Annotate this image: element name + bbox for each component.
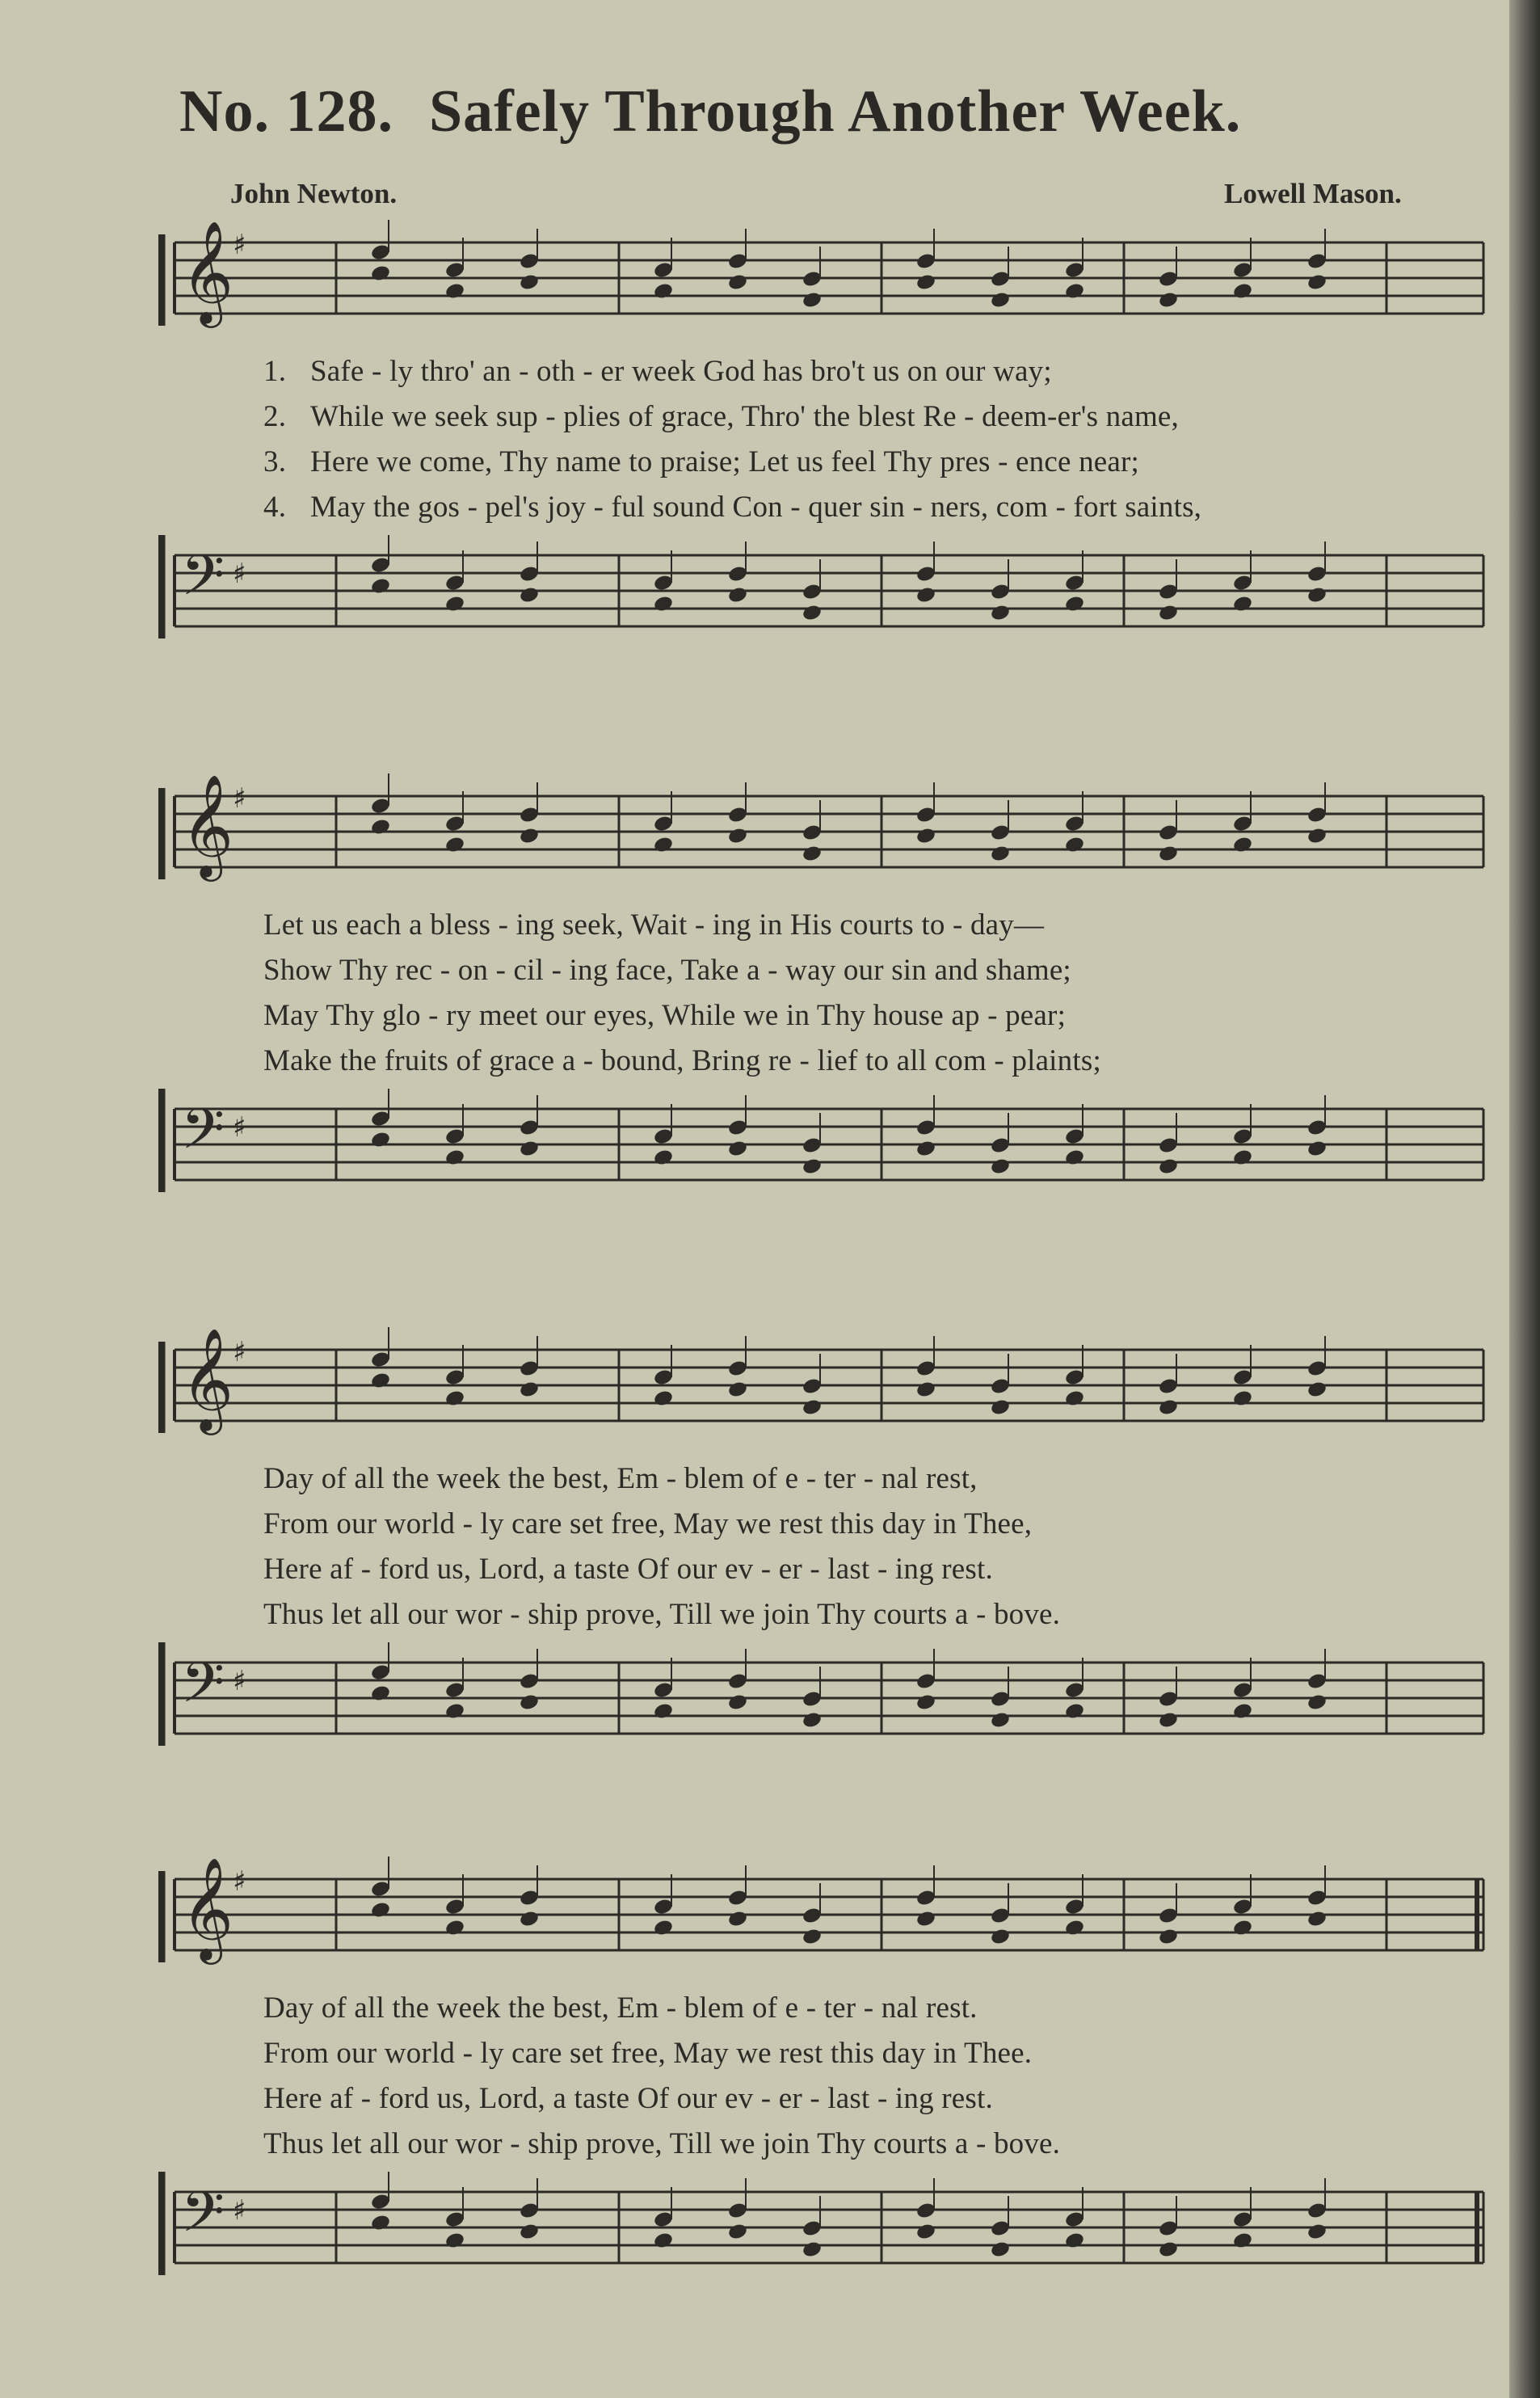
- sharp-icon: ♯: [233, 782, 246, 815]
- treble-staff: [158, 218, 1492, 348]
- lyric-line: Day of all the week the best, Em - blem of e - ter - nal rest.: [263, 1991, 978, 2025]
- lyric-line: 4. May the gos - pel's joy - ful sound Con - quer sin - ners, com - fort saints,: [263, 491, 1202, 524]
- lyric-line: Make the fruits of grace a - bound, Bring re - lief to all com - plaints;: [263, 1044, 1101, 1077]
- lyric-line: 3. Here we come, Thy name to praise; Let us feel Thy pres - ence near;: [263, 445, 1140, 478]
- sharp-icon: ♯: [233, 2194, 246, 2227]
- lyric-line: 2. While we seek sup - plies of grace, Thro' the blest Re - deem-er's name,: [263, 400, 1180, 433]
- lyrics-block-1: [263, 349, 1475, 530]
- bass-clef-icon: 𝄢: [181, 2179, 225, 2258]
- lyric-line: Here af - ford us, Lord, a taste Of our ev - er - last - ing rest.: [263, 1553, 993, 1586]
- sharp-icon: ♯: [233, 229, 246, 261]
- treble-staff-lines: [162, 1342, 1483, 1433]
- treble-staff: [158, 1855, 1492, 1984]
- treble-clef-icon: 𝄞: [181, 773, 234, 877]
- treble-clef-icon: 𝄞: [181, 220, 234, 323]
- hymn-number: No. 128.: [179, 78, 393, 145]
- bass-staff-lines: [162, 2172, 1483, 2275]
- bass-staff: [158, 535, 1492, 648]
- sharp-icon: ♯: [233, 1111, 246, 1144]
- hymn-title: [179, 78, 1241, 146]
- hymn-title-text: Safely Through Another Week.: [428, 78, 1242, 145]
- lyric-line: 1. Safe - ly thro' an - oth - er week God has bro't us on our way;: [263, 355, 1052, 388]
- lyric-line: May Thy glo - ry meet our eyes, While we in Thy house ap - pear;: [263, 999, 1067, 1032]
- bass-staff-lines: [162, 1642, 1483, 1746]
- treble-staff: [158, 772, 1492, 901]
- bass-clef-icon: 𝄢: [181, 1650, 225, 1729]
- lyric-line: From our world - ly care set free, May we rest this day in Thee.: [263, 2037, 1033, 2070]
- lyric-line: From our world - ly care set free, May we rest this day in Thee,: [263, 1507, 1033, 1540]
- lyric-line: Here af - ford us, Lord, a taste Of our ev - er - last - ing rest.: [263, 2082, 993, 2115]
- treble-staff: [158, 1325, 1492, 1455]
- sharp-icon: ♯: [233, 558, 246, 590]
- lyric-line: Thus let all our wor - ship prove, Till we join Thy courts a - bove.: [263, 1598, 1061, 1631]
- lyrics-block-4: [263, 1986, 1475, 2167]
- bass-staff: [158, 1089, 1492, 1202]
- treble-staff-lines: [162, 1871, 1483, 1962]
- book-spine-shadow: [1509, 0, 1540, 2398]
- lyric-line: Let us each a bless - ing seek, Wait - ing in His courts to - day—: [263, 908, 1045, 942]
- lyric-line: Thus let all our wor - ship prove, Till we join Thy courts a - bove.: [263, 2127, 1061, 2160]
- lyrics-block-2: [263, 903, 1475, 1084]
- composer-credit: Lowell Mason.: [1224, 178, 1402, 209]
- lyricist-credit: John Newton.: [230, 178, 398, 209]
- lyric-line: Day of all the week the best, Em - blem of e - ter - nal rest,: [263, 1462, 978, 1495]
- bass-staff-lines: [162, 535, 1483, 638]
- treble-clef-icon: 𝄞: [181, 1327, 234, 1431]
- lyrics-block-3: [263, 1456, 1475, 1637]
- bass-staff: [158, 1642, 1492, 1755]
- bass-staff: [158, 2172, 1492, 2285]
- bass-clef-icon: 𝄢: [181, 1096, 225, 1175]
- sharp-icon: ♯: [233, 1865, 246, 1898]
- treble-staff-lines: [162, 234, 1483, 326]
- sharp-icon: ♯: [233, 1336, 246, 1368]
- bass-clef-icon: 𝄢: [181, 542, 225, 622]
- lyric-line: Show Thy rec - on - cil - ing face, Take a - way our sin and shame;: [263, 954, 1071, 987]
- treble-clef-icon: 𝄞: [181, 1856, 234, 1960]
- bass-staff-lines: [162, 1089, 1483, 1192]
- treble-staff-lines: [162, 788, 1483, 879]
- sharp-icon: ♯: [233, 1665, 246, 1697]
